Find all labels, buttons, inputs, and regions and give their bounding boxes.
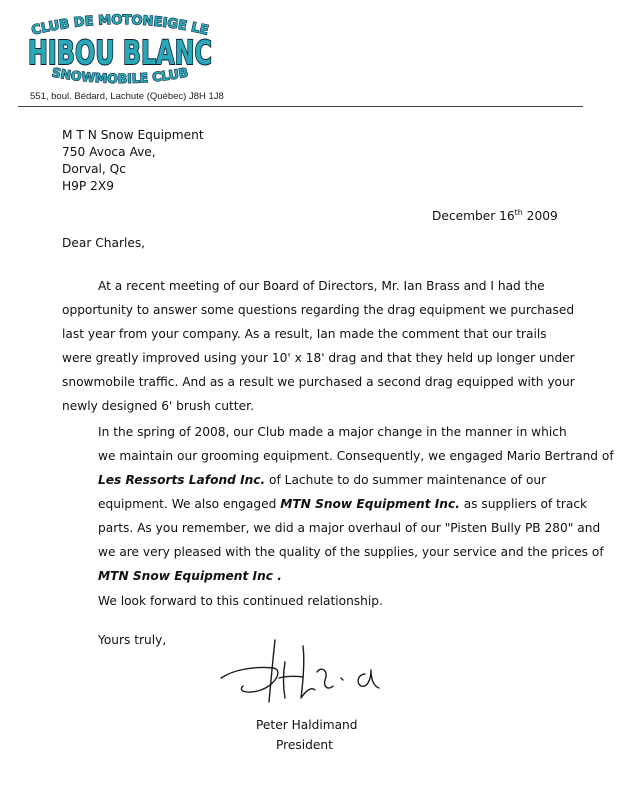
signer-name: Peter Haldimand [256, 718, 358, 732]
letterhead-divider [18, 106, 583, 107]
paragraph-line: opportunity to answer some questions regarding the drag equipment we purchased [62, 303, 575, 317]
paragraph-line: snowmobile traffic. And as a result we purchased a second drag equipped with your [62, 375, 575, 389]
paragraph-line: Les Ressorts Lafond Inc. of Lachute to do summer maintenance of our [98, 473, 547, 487]
handwritten-signature [213, 632, 393, 712]
svg-text:SNOWMOBILE CLUB: SNOWMOBILE CLUB [50, 64, 190, 87]
paragraph-line: we are very pleased with the quality of the supplies, your service and the prices of [98, 545, 604, 559]
paragraph-line: were greatly improved using your 10' x 18' drag and that they held up longer under [62, 351, 575, 365]
letter-date [432, 208, 558, 225]
company-name-lafond: Les Ressorts Lafond Inc. [98, 473, 266, 487]
recipient-address [62, 127, 204, 195]
company-name-mtn: MTN Snow Equipment Inc . [98, 569, 282, 583]
recipient-line: 750 Avoca Ave, [62, 145, 156, 159]
svg-text:CLUB DE MOTONEIGE LE: CLUB DE MOTONEIGE LE [30, 12, 210, 39]
paragraph-2 [62, 420, 614, 588]
company-name-mtn: MTN Snow Equipment Inc. [280, 497, 460, 511]
club-address: 551, boul. Bédard, Lachute (Québec) J8H 1J8 [30, 91, 224, 102]
paragraph-line [62, 564, 614, 588]
signer-title: President [276, 738, 333, 752]
paragraph-line: equipment. We also engaged MTN Snow Equipment Inc. as suppliers of track [98, 497, 588, 511]
salutation: Dear Charles, [62, 236, 146, 250]
paragraph-line: newly designed 6' brush cutter. [62, 399, 254, 413]
paragraph-1 [62, 274, 575, 418]
paragraph-line: parts. As you remember, we did a major overhaul of our "Pisten Bully PB 280" and [98, 521, 601, 535]
paragraph-line: last year from your company. As a result, Ian made the comment that our trails [62, 327, 547, 341]
closing-sentence: We look forward to this continued relationship. [98, 594, 383, 608]
svg-text:HIBOU BLANC: HIBOU BLANC [28, 33, 212, 72]
recipient-line: H9P 2X9 [62, 179, 114, 193]
date-year: 2009 [522, 209, 558, 223]
date-suffix: th [514, 208, 523, 217]
recipient-line: M T N Snow Equipment [62, 128, 204, 142]
valediction: Yours truly, [98, 633, 167, 647]
paragraph-line: In the spring of 2008, our Club made a major change in the manner in which [98, 425, 567, 439]
paragraph-line: we maintain our grooming equipment. Consequently, we engaged Mario Bertrand of [98, 449, 614, 463]
recipient-line: Dorval, Qc [62, 162, 126, 176]
paragraph-line: At a recent meeting of our Board of Directors, Mr. Ian Brass and I had the [98, 279, 545, 293]
club-logo [22, 8, 218, 92]
date-day: December 16 [432, 209, 515, 223]
